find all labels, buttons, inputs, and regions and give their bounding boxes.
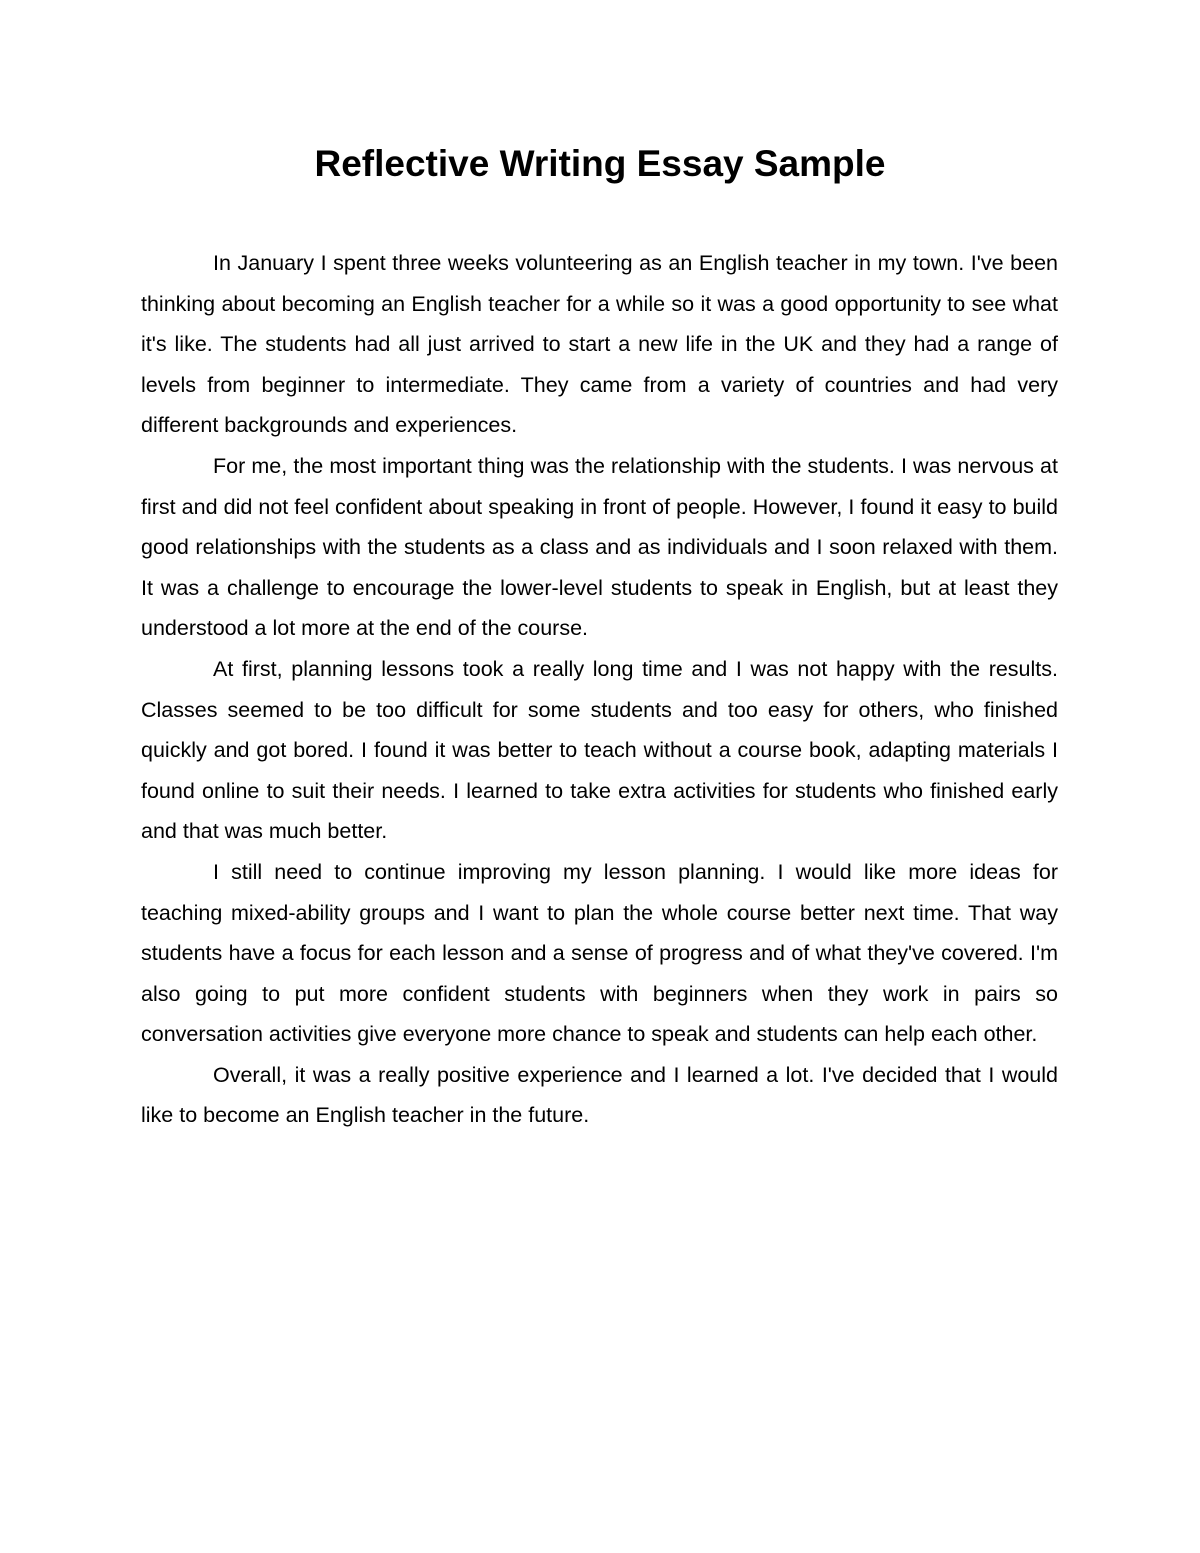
essay-body [141,243,1058,1136]
essay-paragraph: Overall, it was a really positive experience and I learned a lot. I've decided that I would like to become an English teacher in the future. [141,1062,1058,1128]
essay-paragraph: For me, the most important thing was the relationship with the students. I was nervous at first and did not feel confident about speaking in front of people. However, I found it easy to build good relationships with the students as a class and as individuals and I soon relaxed with them. It was a challenge to encourage the lower-level students to speak in English, but at least they understood a lot more at the end of the course. [141,453,1058,641]
essay-paragraph: At first, planning lessons took a really long time and I was not happy with the results. Classes seemed to be too difficult for some students and too easy for others, who finished quickly and got bored. I found it was better to teach without a course book, adapting materials I found online to suit their needs. I learned to take extra activities for students who finished early and that was much better. [141,656,1058,844]
essay-paragraph: I still need to continue improving my lesson planning. I would like more ideas for teaching mixed-ability groups and I want to plan the whole course better next time. That way students have a focus for each lesson and a sense of progress and of what they've covered. I'm also going to put more confident students with beginners when they work in pairs so conversation activities give everyone more chance to speak and students can help each other. [141,859,1058,1047]
essay-paragraph: In January I spent three weeks volunteering as an English teacher in my town. I've been thinking about becoming an English teacher for a while so it was a good opportunity to see what it's like. The students had all just arrived to start a new life in the UK and they had a range of levels from beginner to intermediate. They came from a variety of countries and had very different backgrounds and experiences. [141,251,1058,438]
document-title: Reflective Writing Essay Sample [314,143,886,184]
